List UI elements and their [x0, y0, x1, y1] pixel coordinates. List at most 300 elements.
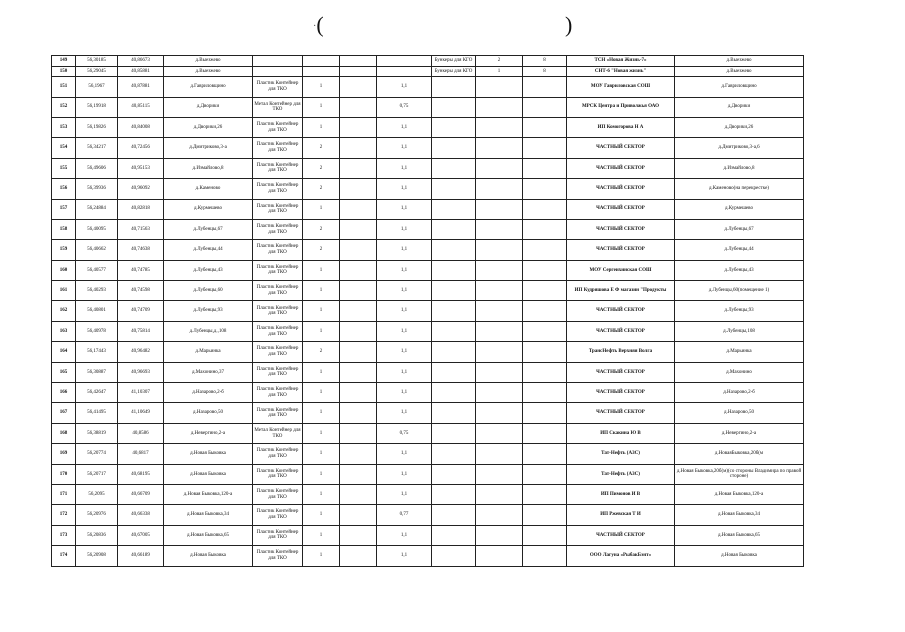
table-row [52, 281, 804, 301]
table-row [52, 485, 804, 505]
bunker-type-cell [432, 281, 476, 301]
waste-source-cell: д.Новая Быковка [675, 546, 804, 566]
longitude-cell: 40,85881 [118, 66, 164, 77]
longitude-cell: 40,6817 [118, 444, 164, 464]
bunker-type-cell [432, 342, 476, 362]
container-count-cell: 1 [303, 505, 340, 525]
longitude-cell: 40,96693 [118, 362, 164, 382]
address-cell: д.Новая Быковка [164, 444, 253, 464]
container-volume-cell: 1,1 [377, 199, 432, 219]
table-row [52, 444, 804, 464]
extra-cell [340, 485, 377, 505]
row-number: 161 [52, 281, 76, 301]
bunker-volume-cell [523, 219, 567, 239]
table-row [52, 77, 804, 97]
container-count-cell: 2 [303, 158, 340, 178]
longitude-cell: 40,95153 [118, 158, 164, 178]
container-volume-cell: 1,1 [377, 525, 432, 545]
container-volume-cell: 1,1 [377, 464, 432, 484]
table-row [52, 464, 804, 484]
row-number: 174 [52, 546, 76, 566]
container-count-cell: 1 [303, 260, 340, 280]
address-cell: д.Курмешево [164, 199, 253, 219]
bunker-count-cell [476, 240, 523, 260]
extra-cell [340, 66, 377, 77]
waste-source-cell: д.Измайлово,8 [675, 158, 804, 178]
address-cell: д.Новая Быковка,65 [164, 525, 253, 545]
table-row [52, 240, 804, 260]
bunker-volume-cell [523, 97, 567, 117]
bunker-type-cell [432, 179, 476, 199]
bunker-type-cell: Бункеры для КГО [432, 66, 476, 77]
owner-cell: ООО Лагуна «РыбакБэнт» [567, 546, 675, 566]
bunker-type-cell [432, 464, 476, 484]
bunker-count-cell [476, 546, 523, 566]
bunker-volume-cell [523, 77, 567, 97]
table-row [52, 260, 804, 280]
longitude-cell: 40,66189 [118, 546, 164, 566]
bunker-count-cell: 1 [476, 66, 523, 77]
latitude-cell: 56,30887 [76, 362, 118, 382]
punch-mark-right: ) [565, 12, 573, 37]
bunker-count-cell [476, 423, 523, 443]
extra-cell [340, 342, 377, 362]
container-count-cell: 1 [303, 403, 340, 423]
address-cell: д.Дмитриково,3-а [164, 138, 253, 158]
latitude-cell: 56,20908 [76, 546, 118, 566]
extra-cell [340, 281, 377, 301]
bunker-volume-cell [523, 464, 567, 484]
bunker-type-cell [432, 97, 476, 117]
bunker-count-cell [476, 464, 523, 484]
container-volume-cell: 1,1 [377, 138, 432, 158]
waste-source-cell: д.Дворики,26 [675, 117, 804, 137]
container-type-cell: Пластик Контейнер для ТКО [253, 199, 303, 219]
address-cell: д.Невеpгино,2-а [164, 423, 253, 443]
container-volume-cell [377, 56, 432, 67]
bunker-count-cell [476, 158, 523, 178]
table-row [52, 179, 804, 199]
table-row [52, 525, 804, 545]
bunker-volume-cell [523, 179, 567, 199]
row-number: 163 [52, 321, 76, 341]
extra-cell [340, 158, 377, 178]
bunker-volume-cell [523, 423, 567, 443]
container-count-cell: 1 [303, 117, 340, 137]
row-number: 166 [52, 383, 76, 403]
waste-source-cell: д.Лубенцы,43 [675, 260, 804, 280]
container-type-cell: Пластик Контейнер для ТКО [253, 158, 303, 178]
longitude-cell: 40,82818 [118, 199, 164, 219]
container-count-cell: 1 [303, 423, 340, 443]
row-number: 149 [52, 56, 76, 67]
waste-source-cell: д.Дворики [675, 97, 804, 117]
row-number: 154 [52, 138, 76, 158]
container-type-cell: Пластик Контейнер для ТКО [253, 179, 303, 199]
container-count-cell: 1 [303, 199, 340, 219]
bunker-type-cell [432, 444, 476, 464]
bunker-count-cell [476, 505, 523, 525]
bunker-count-cell [476, 117, 523, 137]
bunker-count-cell [476, 219, 523, 239]
waste-source-cell: д.Невеpгино,2-а [675, 423, 804, 443]
row-number: 157 [52, 199, 76, 219]
container-count-cell [303, 56, 340, 67]
container-type-cell: Пластик Контейнер для ТКО [253, 464, 303, 484]
extra-cell [340, 219, 377, 239]
owner-cell: ИП Комогорова Н А [567, 117, 675, 137]
container-volume-cell: 1,1 [377, 383, 432, 403]
waste-source-cell: д.Лубенцы,67 [675, 219, 804, 239]
extra-cell [340, 179, 377, 199]
row-number: 170 [52, 464, 76, 484]
container-volume-cell: 1,1 [377, 158, 432, 178]
row-number: 165 [52, 362, 76, 382]
table-row [52, 505, 804, 525]
latitude-cell: 56,41495 [76, 403, 118, 423]
waste-source-cell: д.Новая Быковка,34 [675, 505, 804, 525]
waste-source-cell: д.Лубенцы,44 [675, 240, 804, 260]
extra-cell [340, 362, 377, 382]
bunker-type-cell [432, 505, 476, 525]
bunker-type-cell [432, 485, 476, 505]
container-count-cell: 2 [303, 219, 340, 239]
container-type-cell: Пластик Контейнер для ТКО [253, 383, 303, 403]
row-number: 151 [52, 77, 76, 97]
table-row [52, 56, 804, 67]
bunker-count-cell [476, 97, 523, 117]
row-number: 171 [52, 485, 76, 505]
bunker-type-cell [432, 301, 476, 321]
owner-cell: Тат-Нефть (АЗС) [567, 444, 675, 464]
bunker-count-cell [476, 179, 523, 199]
latitude-cell: 56,39936 [76, 179, 118, 199]
table-row [52, 403, 804, 423]
container-count-cell: 1 [303, 362, 340, 382]
latitude-cell: 56,20836 [76, 525, 118, 545]
bunker-count-cell [476, 199, 523, 219]
bunker-type-cell [432, 546, 476, 566]
latitude-cell: 56,19826 [76, 117, 118, 137]
row-number: 158 [52, 219, 76, 239]
extra-cell [340, 199, 377, 219]
latitude-cell: 56,40095 [76, 219, 118, 239]
owner-cell: ИП Скакина Ю В [567, 423, 675, 443]
container-volume-cell: 1,1 [377, 240, 432, 260]
longitude-cell: 41,10307 [118, 383, 164, 403]
container-volume-cell: 1,1 [377, 219, 432, 239]
owner-cell: Тат-Нефть (АЗС) [567, 464, 675, 484]
owner-cell: МОУ Сергеихинская СОШ [567, 260, 675, 280]
latitude-cell: 56,40801 [76, 301, 118, 321]
bunker-volume-cell [523, 485, 567, 505]
container-type-cell [253, 56, 303, 67]
longitude-cell: 41,10649 [118, 403, 164, 423]
container-type-cell [253, 66, 303, 77]
longitude-cell: 40,66709 [118, 485, 164, 505]
owner-cell: МОУ Гавриловская СОШ [567, 77, 675, 97]
container-count-cell: 1 [303, 485, 340, 505]
owner-cell: СНТ-6 "Новая жизнь" [567, 66, 675, 77]
bunker-volume-cell [523, 301, 567, 321]
bunker-count-cell [476, 362, 523, 382]
container-volume-cell: 1,1 [377, 444, 432, 464]
longitude-cell: 40,85115 [118, 97, 164, 117]
address-cell: д.Назарово,2-б [164, 383, 253, 403]
address-cell: д.Каменово [164, 179, 253, 199]
owner-cell: ЧАСТНЫЙ СЕКТОР [567, 301, 675, 321]
bunker-volume-cell: 8 [523, 56, 567, 67]
waste-source-cell: д.Новая Быковка,65 [675, 525, 804, 545]
bunker-volume-cell [523, 117, 567, 137]
container-count-cell: 1 [303, 383, 340, 403]
bunker-type-cell [432, 219, 476, 239]
container-type-cell: Пластик Контейнер для ТКО [253, 117, 303, 137]
owner-cell: ИП Ржевская Т И [567, 505, 675, 525]
container-count-cell [303, 66, 340, 77]
longitude-cell: 40,86673 [118, 56, 164, 67]
latitude-cell: 56,40293 [76, 281, 118, 301]
waste-source-cell: д.Выезжево [675, 56, 804, 67]
address-cell: д.Выезжево [164, 56, 253, 67]
container-type-cell: Пластик Контейнер для ТКО [253, 525, 303, 545]
container-volume-cell: 1,1 [377, 179, 432, 199]
row-number: 159 [52, 240, 76, 260]
longitude-cell: 40,74709 [118, 301, 164, 321]
container-count-cell: 1 [303, 281, 340, 301]
bunker-type-cell [432, 321, 476, 341]
owner-cell: ЧАСТНЫЙ СЕКТОР [567, 158, 675, 178]
longitude-cell: 40,68195 [118, 464, 164, 484]
owner-cell: ТрансНефть Верхняя Волга [567, 342, 675, 362]
bunker-count-cell [476, 383, 523, 403]
row-number: 173 [52, 525, 76, 545]
bunker-volume-cell [523, 383, 567, 403]
container-type-cell: Пластик Контейнер для ТКО [253, 362, 303, 382]
bunker-type-cell [432, 403, 476, 423]
extra-cell [340, 97, 377, 117]
row-number: 168 [52, 423, 76, 443]
extra-cell [340, 56, 377, 67]
container-count-cell: 2 [303, 342, 340, 362]
table-row [52, 301, 804, 321]
row-number: 156 [52, 179, 76, 199]
bunker-count-cell [476, 260, 523, 280]
extra-cell [340, 117, 377, 137]
row-number: 150 [52, 66, 76, 77]
address-cell: д.Лубенцы,43 [164, 260, 253, 280]
bunker-volume-cell [523, 505, 567, 525]
waste-source-cell: д.Махонино [675, 362, 804, 382]
owner-cell: ЧАСТНЫЙ СЕКТОР [567, 179, 675, 199]
table-row [52, 321, 804, 341]
latitude-cell: 56,40978 [76, 321, 118, 341]
extra-cell [340, 77, 377, 97]
container-volume-cell: 1,1 [377, 77, 432, 97]
longitude-cell: 40,72456 [118, 138, 164, 158]
waste-source-cell: д.Новая Быковка,120-а [675, 485, 804, 505]
container-count-cell: 1 [303, 321, 340, 341]
bunker-volume-cell [523, 342, 567, 362]
container-volume-cell: 0,75 [377, 423, 432, 443]
bunker-volume-cell [523, 240, 567, 260]
table-row [52, 423, 804, 443]
extra-cell [340, 240, 377, 260]
bunker-count-cell [476, 403, 523, 423]
waste-source-cell: д.Гавриловщино [675, 77, 804, 97]
latitude-cell: 56,34217 [76, 138, 118, 158]
longitude-cell: 40,96092 [118, 179, 164, 199]
longitude-cell: 40,84008 [118, 117, 164, 137]
extra-cell [340, 403, 377, 423]
container-volume-cell: 1,1 [377, 485, 432, 505]
latitude-cell: 56,19918 [76, 97, 118, 117]
owner-cell: МРСК Центра и Приволжья ОАО [567, 97, 675, 117]
waste-sites-table [51, 55, 804, 567]
container-volume-cell: 1,1 [377, 301, 432, 321]
owner-cell: ЧАСТНЫЙ СЕКТОР [567, 240, 675, 260]
owner-cell: ЧАСТНЫЙ СЕКТОР [567, 199, 675, 219]
latitude-cell: 56,29045 [76, 66, 118, 77]
bunker-volume-cell [523, 403, 567, 423]
extra-cell [340, 321, 377, 341]
address-cell: д.Дворики,26 [164, 117, 253, 137]
waste-source-cell: д.Каменово(на перекрестке) [675, 179, 804, 199]
address-cell: д.Новая Быковка [164, 546, 253, 566]
longitude-cell: 40,8586 [118, 423, 164, 443]
container-volume-cell: 1,1 [377, 403, 432, 423]
extra-cell [340, 505, 377, 525]
owner-cell: ИП Пимонов И В [567, 485, 675, 505]
row-number: 172 [52, 505, 76, 525]
address-cell: д.Дворики [164, 97, 253, 117]
bunker-type-cell [432, 260, 476, 280]
bunker-type-cell [432, 362, 476, 382]
container-count-cell: 1 [303, 444, 340, 464]
bunker-volume-cell [523, 525, 567, 545]
container-type-cell: Пластик Контейнер для ТКО [253, 240, 303, 260]
latitude-cell: 56,20976 [76, 505, 118, 525]
table-row [52, 138, 804, 158]
table-row [52, 342, 804, 362]
latitude-cell: 56,2095 [76, 485, 118, 505]
container-type-cell: Пластик Контейнер для ТКО [253, 505, 303, 525]
container-type-cell: Пластик Контейнер для ТКО [253, 546, 303, 566]
bunker-volume-cell [523, 321, 567, 341]
owner-cell: ЧАСТНЫЙ СЕКТОР [567, 403, 675, 423]
container-count-cell: 1 [303, 77, 340, 97]
address-cell: д.Выезжево [164, 66, 253, 77]
container-type-cell: Пластик Контейнер для ТКО [253, 281, 303, 301]
owner-cell: ИП Кудряшова Е Ф магазин "Продукты [567, 281, 675, 301]
waste-source-cell: д.Курмешево [675, 199, 804, 219]
container-volume-cell: 1,1 [377, 321, 432, 341]
bunker-volume-cell [523, 138, 567, 158]
container-type-cell: Пластик Контейнер для ТКО [253, 219, 303, 239]
container-volume-cell [377, 66, 432, 77]
bunker-type-cell [432, 383, 476, 403]
row-number: 162 [52, 301, 76, 321]
container-count-cell: 1 [303, 464, 340, 484]
waste-source-cell: д.Новая Быковка,20б(м)(со стороны Владимира по правой стороне) [675, 464, 804, 484]
waste-source-cell: д.Лубенцы,93 [675, 301, 804, 321]
bunker-type-cell [432, 423, 476, 443]
extra-cell [340, 383, 377, 403]
address-cell: д.Назарово,50 [164, 403, 253, 423]
longitude-cell: 40,71563 [118, 219, 164, 239]
owner-cell: ЧАСТНЫЙ СЕКТОР [567, 383, 675, 403]
row-number: 169 [52, 444, 76, 464]
table-row [52, 199, 804, 219]
row-number: 167 [52, 403, 76, 423]
bunker-type-cell [432, 158, 476, 178]
latitude-cell: 56,38819 [76, 423, 118, 443]
bunker-type-cell: Бункеры для КГО [432, 56, 476, 67]
owner-cell: ЧАСТНЫЙ СЕКТОР [567, 321, 675, 341]
longitude-cell: 40,67005 [118, 525, 164, 545]
latitude-cell: 56,20774 [76, 444, 118, 464]
latitude-cell: 56,49606 [76, 158, 118, 178]
address-cell: д.Новая Быковка,34 [164, 505, 253, 525]
bunker-count-cell [476, 281, 523, 301]
bunker-volume-cell [523, 158, 567, 178]
longitude-cell: 40,74638 [118, 240, 164, 260]
owner-cell: ТСН «Новая Жизнь-7» [567, 56, 675, 67]
extra-cell [340, 423, 377, 443]
longitude-cell: 40,66338 [118, 505, 164, 525]
container-count-cell: 2 [303, 179, 340, 199]
address-cell: д.Махонино,37 [164, 362, 253, 382]
row-number: 152 [52, 97, 76, 117]
bunker-volume-cell [523, 546, 567, 566]
address-cell: д.Новая Быковка,120-а [164, 485, 253, 505]
container-type-cell: Пластик Контейнер для ТКО [253, 485, 303, 505]
bunker-type-cell [432, 199, 476, 219]
bunker-count-cell: 2 [476, 56, 523, 67]
row-number: 160 [52, 260, 76, 280]
bunker-count-cell [476, 444, 523, 464]
bunker-volume-cell [523, 281, 567, 301]
container-volume-cell: 0,77 [377, 505, 432, 525]
container-count-cell: 2 [303, 240, 340, 260]
bunker-count-cell [476, 321, 523, 341]
longitude-cell: 40,75814 [118, 321, 164, 341]
bunker-type-cell [432, 525, 476, 545]
table-row [52, 117, 804, 137]
bunker-count-cell [476, 342, 523, 362]
table-row [52, 158, 804, 178]
container-count-cell: 1 [303, 525, 340, 545]
latitude-cell: 56,1967 [76, 77, 118, 97]
owner-cell: ЧАСТНЫЙ СЕКТОР [567, 219, 675, 239]
table-row [52, 66, 804, 77]
container-count-cell: 1 [303, 546, 340, 566]
table-row [52, 546, 804, 566]
latitude-cell: 56,42647 [76, 383, 118, 403]
latitude-cell: 56,20717 [76, 464, 118, 484]
bunker-volume-cell [523, 444, 567, 464]
bunker-volume-cell: 8 [523, 66, 567, 77]
extra-cell [340, 301, 377, 321]
bunker-type-cell [432, 240, 476, 260]
extra-cell [340, 525, 377, 545]
address-cell: д.Лубенцы,60 [164, 281, 253, 301]
bunker-type-cell [432, 117, 476, 137]
bunker-type-cell [432, 138, 476, 158]
waste-source-cell: д.Лубенцы,108 [675, 321, 804, 341]
bunker-count-cell [476, 77, 523, 97]
waste-source-cell: д.Лубенцы,60(помещение 1) [675, 281, 804, 301]
